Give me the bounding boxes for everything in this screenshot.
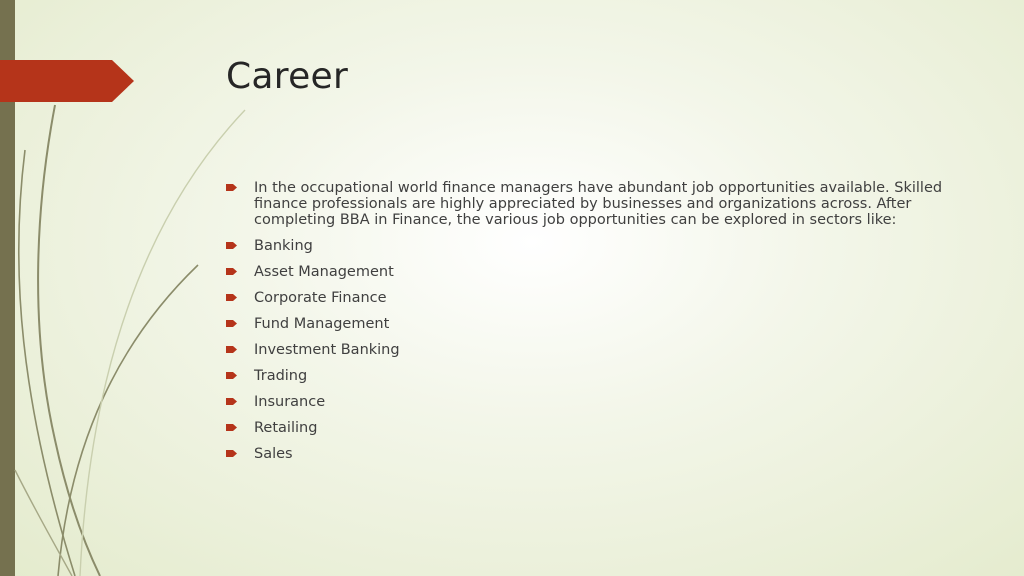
arrow-bullet-icon [226,267,237,276]
list-item-text: Asset Management [254,264,394,280]
list-item-text: Banking [254,238,313,254]
list-item [226,290,966,306]
bullet-list [226,180,966,472]
list-item [226,316,966,332]
list-item-text: Trading [254,368,308,384]
arrow-bullet-icon [226,423,237,432]
list-item [226,446,966,462]
arrow-bullet-icon [226,397,237,406]
list-item [226,180,966,228]
list-item [226,264,966,280]
arrow-bullet-icon [226,345,237,354]
title-arrow-shape [0,60,134,102]
arrow-bullet-icon [226,449,237,458]
arrow-bullet-icon [226,183,237,192]
list-item [226,238,966,254]
list-item-text: Insurance [254,394,326,410]
slide-title: Career [226,56,349,97]
list-item [226,342,966,358]
arrow-bullet-icon [226,293,237,302]
list-item-text: Sales [254,446,293,462]
list-item-text: In the occupational world finance managers have abundant job opportunities available. Skilled finance professionals are highly appreciated by businesses and organizations across. After completing BBA in Finance, the various job opportunities can be explored in sectors like: [254,180,943,228]
list-item-text: Corporate Finance [254,290,387,306]
arrow-bullet-icon [226,371,237,380]
list-item-text: Investment Banking [254,342,400,358]
list-item [226,420,966,436]
list-item [226,394,966,410]
arrow-bullet-icon [226,319,237,328]
arrow-bullet-icon [226,241,237,250]
list-item-text: Fund Management [254,316,390,332]
list-item [226,368,966,384]
list-item-text: Retailing [254,420,318,436]
